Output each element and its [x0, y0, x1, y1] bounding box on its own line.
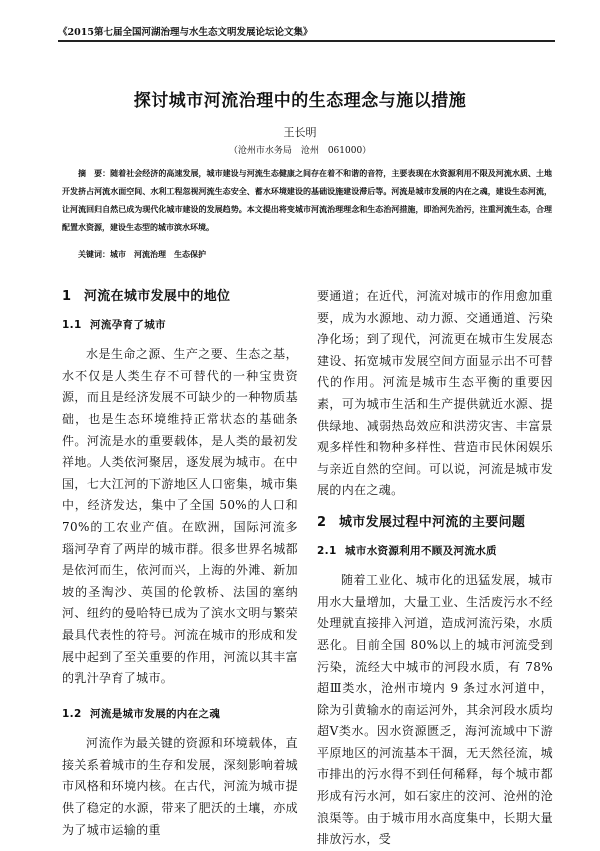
section-number: 1: [62, 289, 72, 304]
subsection-title: 河流是城市发展的内在之魂: [90, 707, 221, 720]
subsection-number: 2.1: [317, 544, 337, 557]
subsection-number: 1.1: [62, 318, 82, 331]
section-number: 2: [317, 514, 327, 530]
right-column: [317, 286, 553, 851]
subsection-heading-1-2: [62, 704, 298, 726]
subsection-number: 1.2: [62, 707, 82, 720]
subsection-heading-1-1: [62, 315, 298, 337]
section-heading-1: [62, 286, 298, 308]
paragraph-continued: 要通道；在近代，河流对城市的作用愈加重要，成为水源地、动力源、交通通道、污染净化场；到了现代，河流更在城市生发展态建设、拓宽城市发展空间方面显示出不可替代的作用。河流是城市生态平衡的重要因素，可为城市生活和生产提供就近水源、提供绿地、减弱热岛效应和洪涝灾害、丰富景观多样性和物种多样性、营造市民休闲娱乐与亲近自然的空间。可以说，河流是城市发展的内在之魂。: [317, 289, 553, 498]
author: 王长明: [283, 126, 317, 139]
running-header: 《2015第七届全国河湖治理与水生态文明发展论坛论文集》: [58, 24, 555, 42]
keywords: 关键词：城市 河流治理 生态保护: [78, 249, 206, 259]
paragraph: 随着工业化、城市化的迅猛发展，城市用水大量增加，大量工业、生活废污水不经处理就直接排入河道，造成河流污染，水质恶化。目前全国 80%以上的城市河流受到污染，流经大中城市的河段水质，有 78%超Ⅲ类水，沧州市境内 9 条过水河道中，除为引黄输水的南运河外，其余河段水质均超Ⅴ类水。因水资源匮乏，海河流域中下游平原地区的河流基本干涸，无天然径流，城市排出的污水得不到任何稀释，每个城市都形成有污水河，如石家庄的洨河、沧州的沧浪渠等。由于城市用水高度集中，长期大量排放污水，受: [317, 573, 553, 847]
section-title: 河流在城市发展中的地位: [84, 289, 231, 304]
affiliation: （沧州市水务局 沧州 061000）: [228, 146, 372, 156]
subsection-title: 城市水资源利用不顾及河流水质: [345, 544, 497, 557]
abstract: 摘 要：随着社会经济的高速发展，城市建设与河流生态健康之间存在着不和谐的音符，主要表现在水资源利用不限及河流水质、土地开发挤占河流水面空间、水利工程忽视河流生态安全、蓄水环境建设的基础设施建设滞后等。河流是城市发展的内在之魂，建设生态河流，让河流回归自然已成为现代化城市建设的发展趋势。本文提出将变城市河流治理理念和生态治河措施，即治河先治污，注重河流生态，合理配置水资源，建设生态型的城市滨水环境。: [62, 168, 552, 232]
subsection-title: 河流孕育了城市: [90, 318, 166, 331]
paper-title: 探讨城市河流治理中的生态理念与施以措施: [133, 91, 467, 111]
section-title: 城市发展过程中河流的主要问题: [339, 514, 526, 530]
left-column: [62, 286, 298, 841]
paragraph: 水是生命之源、生产之要、生态之基，水不仅是人类生存不可替代的一种宝贵资源，而且是经济发展不可缺少的一种物质基础，也是生态环境维持正常状态的基础条件。河流是水的重要载体，是人类的最初发祥地。人类依河聚居，逐发展为城市。在中国，七大江河的下游地区人口密集，城市集中，经济发达，集中了全国 50%的人口和 70%的工农业产值。在欧洲，国际河流多瑙河孕育了两岸的城市群。很多世界名城都是依河而生，依河而兴，上海的外滩、新加坡的圣淘沙、英国的伦敦桥、法国的塞纳河、纽约的曼哈特已成为了滨水文明与繁荣最具代表性的符号。河流在城市的形成和发展中起到了至关重要的作用，河流以其丰富的乳汁孕育了城市。: [62, 347, 298, 686]
paragraph: 河流作为最关键的资源和环境载体，直接关系着城市的生存和发展，深刻影响着城市风格和环境内核。在古代，河流为城市提供了稳定的水源，带来了肥沃的土壤，亦成为了城市运输的重: [62, 736, 298, 837]
section-heading-2: [317, 512, 553, 534]
subsection-heading-2-1: [317, 541, 553, 563]
